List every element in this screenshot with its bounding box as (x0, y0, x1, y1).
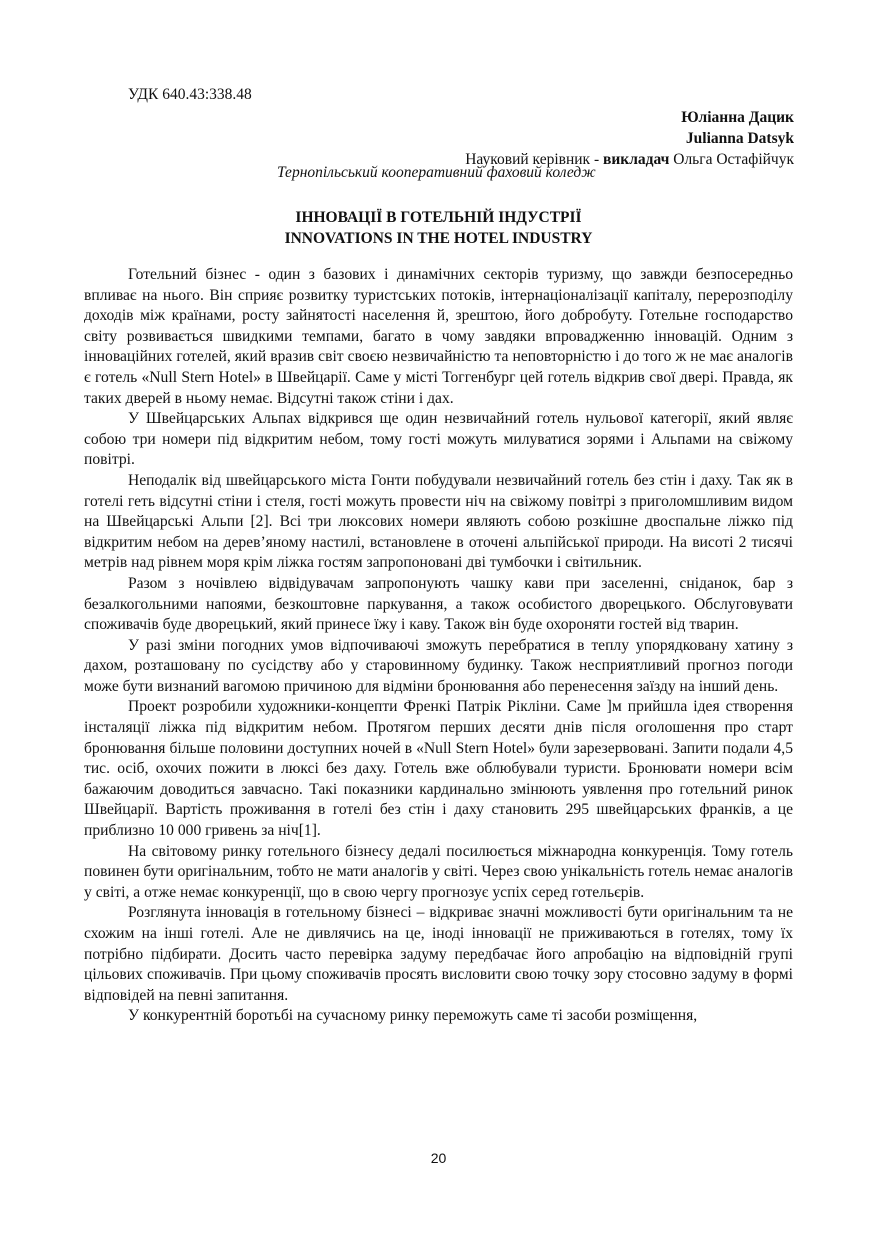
page-number: 20 (430, 1150, 447, 1166)
paragraph: Проект розробили художники-концепти Френкі Патрік Рікліни. Саме ]м прийшла ідея створення інсталяції ліжка під відкритим небом. Протягом перших десяти днів після оголошення про старт бронювання більше половини доступних ночей в «Null Stern Hotel» були зарезервовані. Запити подали 4,5 тис. осіб, охочих пожити в люксі без даху. Готель вже облюбували туристи. Бронювати номери всім бажаючим доводиться завчасно. Такі показники кардинально змінюють уявлення про готельний ринок Швейцарії. Вартість проживання в готелі без стін і даху становить 295 швейцарських франків, а це приблизно 10 000 гривень за ніч[1]. (84, 698, 793, 840)
college-name: Тернопільський кооперативний фаховий коледж (277, 164, 596, 181)
title-en: INNOVATIONS IN THE HOTEL INDUSTRY (284, 230, 593, 247)
article-body (84, 265, 793, 1027)
article-title (0, 207, 877, 249)
paragraph: У разі зміни погодних умов відпочиваючі зможуть перебратися в теплу упорядковану хатину з дахом, розташовану по сусідству або у старовинному будинку. Також несприятливий прогноз погоди може бути визнаний вагомою причиною для відміни бронювання або перенесення заїзду на інший день. (84, 636, 793, 695)
paragraph: Готельний бізнес - один з базових і динамічних секторів туризму, що завжди безпосередньо впливає на нього. Він сприяє розвитку туристських потоків, інтернаціоналізації капіталу, перерозподілу доходів між країнами, росту зайнятості населення й, зрештою, його добробуту. Готельне господарство світу розвивається швидкими темпами, багато в чому завдяки впровадженню інновацій. Одним з інноваційних готелей, який вразив світ своєю незвичайністю та неповторністю і до того ж не має аналогів є готель «Null Stern Hotel» в Швейцарії. Саме у місті Тоггенбург цей готель відкрив свої двері. Правда, як таких дверей в ньому немає. Відсутні також стіни і дах. (84, 266, 793, 407)
paragraph: У конкурентній боротьбі на сучасному ринку переможуть саме ті засоби розміщення, (128, 1007, 698, 1025)
paragraph: У Швейцарських Альпах відкрився ще один незвичайний готель нульової категорії, який являє собою три номери під відкритим небом, тому гості можуть милуватися зорями і Альпами на свіжому повітрі. (84, 410, 793, 469)
supervisor-name: Ольга Остафійчук (669, 151, 794, 168)
supervisor-title: викладач (602, 151, 670, 168)
title-uk: ІННОВАЦІЇ В ГОТЕЛЬНІЙ ІНДУСТРІЇ (295, 209, 582, 226)
paragraph: Разом з ночівлею відвідувачам запропонують чашку кави при заселенні, сніданок, бар з безалкогольними напоями, безкоштовне паркування, а також особистого дворецького. Обслуговувати споживачів буде дворецький, який принесе їжу і каву. Також він буде охороняти гостей від тварин. (84, 574, 793, 634)
paragraph: Розглянута інновація в готельному бізнесі – відкриває значні можливості бути оригінальним та не схожим на інші готелі. Але не дивлячись на це, іноді інновації не приживаються в готелях, тому їх потрібно підбирати. Досить часто перевірка задуму передбачає його апробацію на відповідній групі цільових споживачів. При цьому споживачів просять висловити свою точку зору стосовно задуму в формі відповідей на певні запитання. (84, 904, 793, 1004)
author-block (465, 107, 794, 170)
paragraph: Неподалік від швейцарського міста Гонти побудували незвичайний готель без стін і даху. Так як в готелі геть відсутні стіни і стеля, гості можуть провести ніч на свіжому повітрі з приголомшливим видом на Швейцарські Альпи [2]. Всі три люксових номери являють собою розкішне двоспальне ліжко під відкритим небом на дерев’яному настилі, встановлене в оточені альпійської природи. На висоті 2 тисячі метрів над рівнем моря крім ліжка гостям запропоновані дві тумбочки і світильник. (84, 471, 793, 572)
udc-code: УДК 640.43:338.48 (128, 86, 252, 103)
author-name-uk: Юліанна Дацик (681, 109, 794, 126)
author-name-en: Julianna Datsyk (685, 130, 794, 147)
paragraph: На світовому ринку готельного бізнесу дедалі посилюється міжнародна конкуренція. Тому готель повинен бути оригінальним, тобто не мати аналогів у світі. Через свою унікальність готель немає аналогів у світі, а отже немає конкуренції, що в свою чергу прогнозує успіх серед готельєрів. (84, 842, 793, 901)
supervisor-prefix: Науковий керівник - (465, 151, 603, 168)
